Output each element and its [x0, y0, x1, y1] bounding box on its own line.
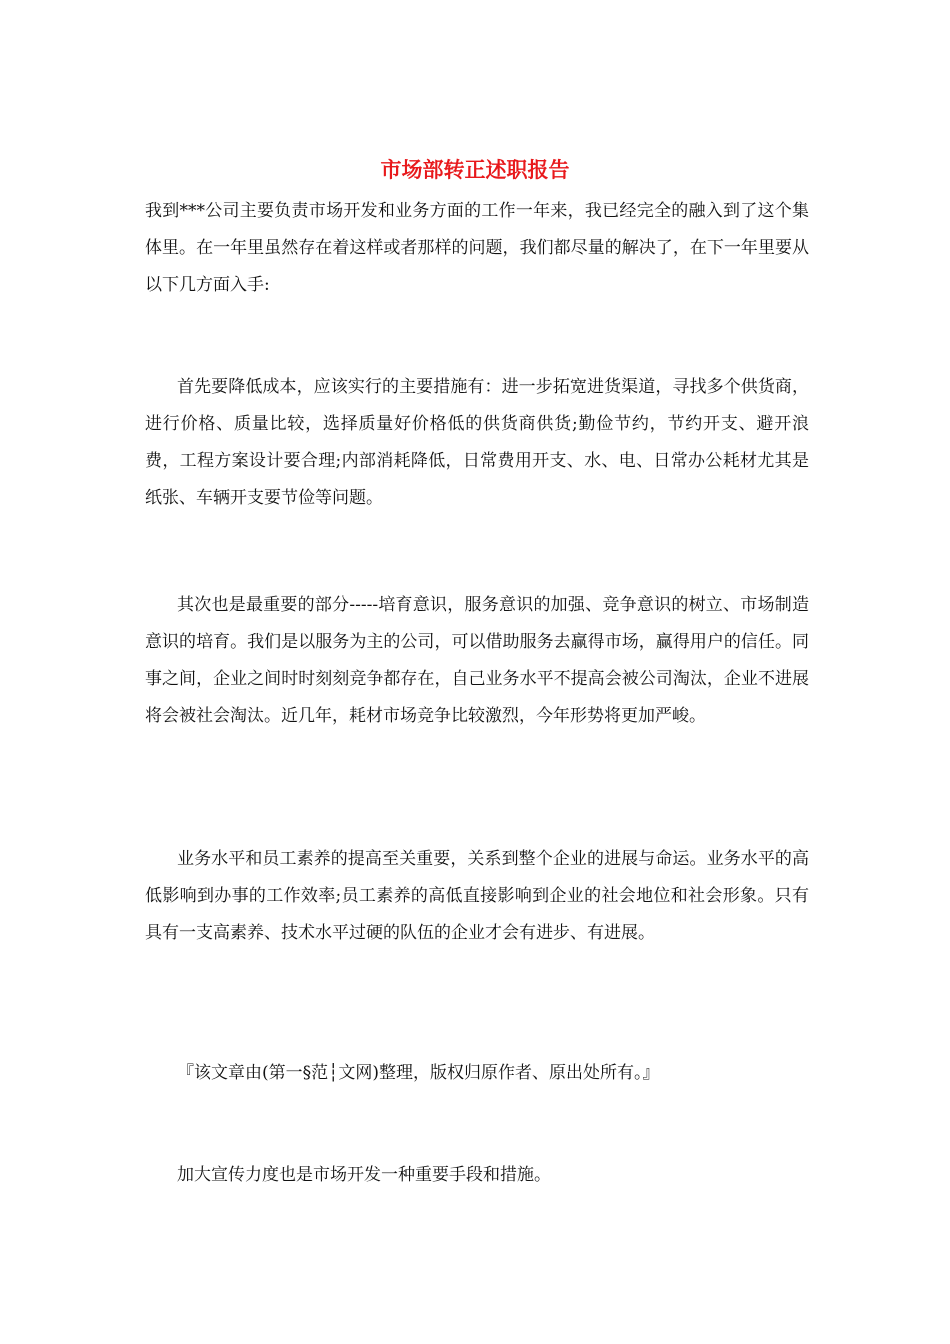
paragraph-intro: 我到***公司主要负责市场开发和业务方面的工作一年来，我已经完全的融入到了这个集体里。在一年里虽然存在着这样或者那样的问题，我们都尽量的解决了，在下一年里要从以下几方面入手: — [145, 201, 809, 295]
paragraph-cost-reduction: 首先要降低成本，应该实行的主要措施有：进一步拓宽进货渠道，寻找多个供货商，进行价格、质量比较，选择质量好价格低的供货商供货;勤俭节约，节约开支、避开浪费，工程方案设计要合理;内部消耗降低，日常费用开支、水、电、日常办公耗材尤其是纸张、车辆开支要节俭等问题。 — [145, 377, 809, 508]
document-title: 市场部转正述职报告 — [380, 157, 570, 182]
paragraph-copyright-note: 『该文章由(第一§范┆文网)整理，版权归原作者、原出处所有。』 — [177, 1063, 660, 1083]
paragraph-publicity: 加大宣传力度也是市场开发一种重要手段和措施。 — [177, 1165, 551, 1185]
paragraph-awareness: 其次也是最重要的部分-----培育意识，服务意识的加强、竞争意识的树立、市场制造意识的培育。我们是以服务为主的公司，可以借助服务去赢得市场，赢得用户的信任。同事之间，企业之间时时刻刻竞争都存在，自己业务水平不提高会被公司淘汰，企业不进展将会被社会淘汰。近几年，耗材市场竞争比较激烈，今年形势将更加严峻。 — [145, 595, 809, 726]
paragraph-staff-quality: 业务水平和员工素养的提高至关重要，关系到整个企业的进展与命运。业务水平的高低影响到办事的工作效率;员工素养的高低直接影响到企业的社会地位和社会形象。只有具有一支高素养、技术水平过硬的队伍的企业才会有进步、有进展。 — [145, 849, 809, 943]
